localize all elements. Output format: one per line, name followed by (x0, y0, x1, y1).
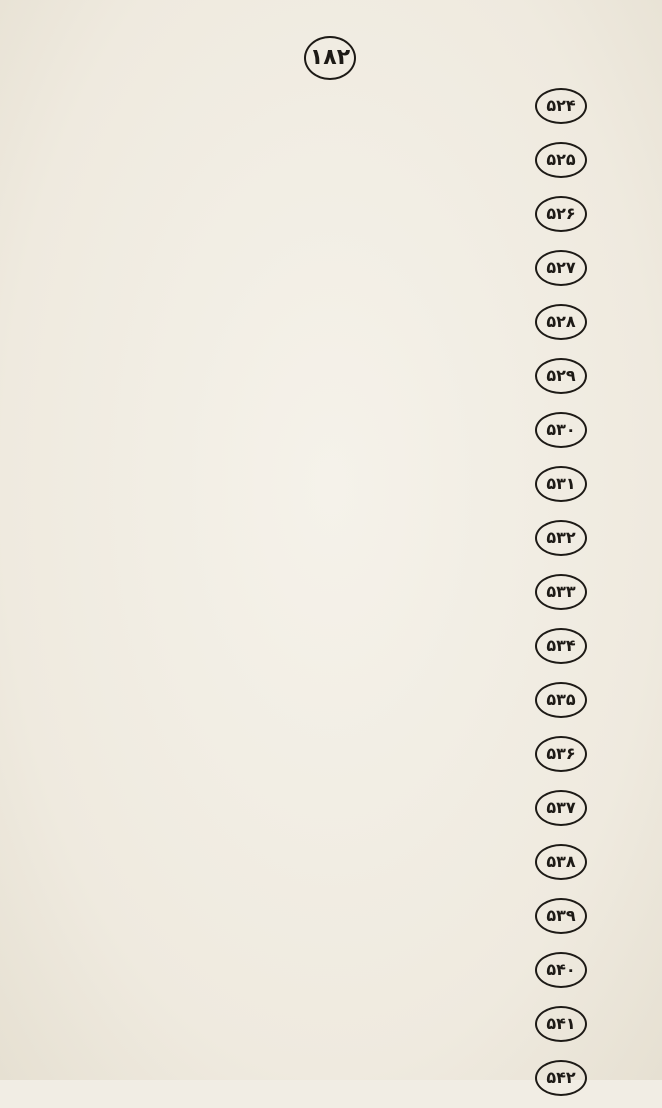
page-number: ۱۸۲ (304, 36, 356, 80)
verse-number: ۵۳۶ (535, 736, 587, 772)
verse-number: ۵۲۸ (535, 304, 587, 340)
verse-number: ۵۲۶ (535, 196, 587, 232)
verse-number: ۵۴۲ (535, 1060, 587, 1096)
verse-number: ۵۳۳ (535, 574, 587, 610)
verse-number: ۵۳۰ (535, 412, 587, 448)
verse-number: ۵۲۵ (535, 142, 587, 178)
verse-number: ۵۴۰ (535, 952, 587, 988)
verse-number: ۵۴۱ (535, 1006, 587, 1042)
verse-number: ۵۳۸ (535, 844, 587, 880)
verse-number: ۵۳۱ (535, 466, 587, 502)
verse-number: ۵۳۵ (535, 682, 587, 718)
verse-number: ۵۳۴ (535, 628, 587, 664)
verse-number: ۵۳۷ (535, 790, 587, 826)
verse-number: ۵۳۹ (535, 898, 587, 934)
verse-number: ۵۲۴ (535, 88, 587, 124)
verse-number: ۵۲۹ (535, 358, 587, 394)
verse-number: ۵۲۷ (535, 250, 587, 286)
verse-number: ۵۳۲ (535, 520, 587, 556)
